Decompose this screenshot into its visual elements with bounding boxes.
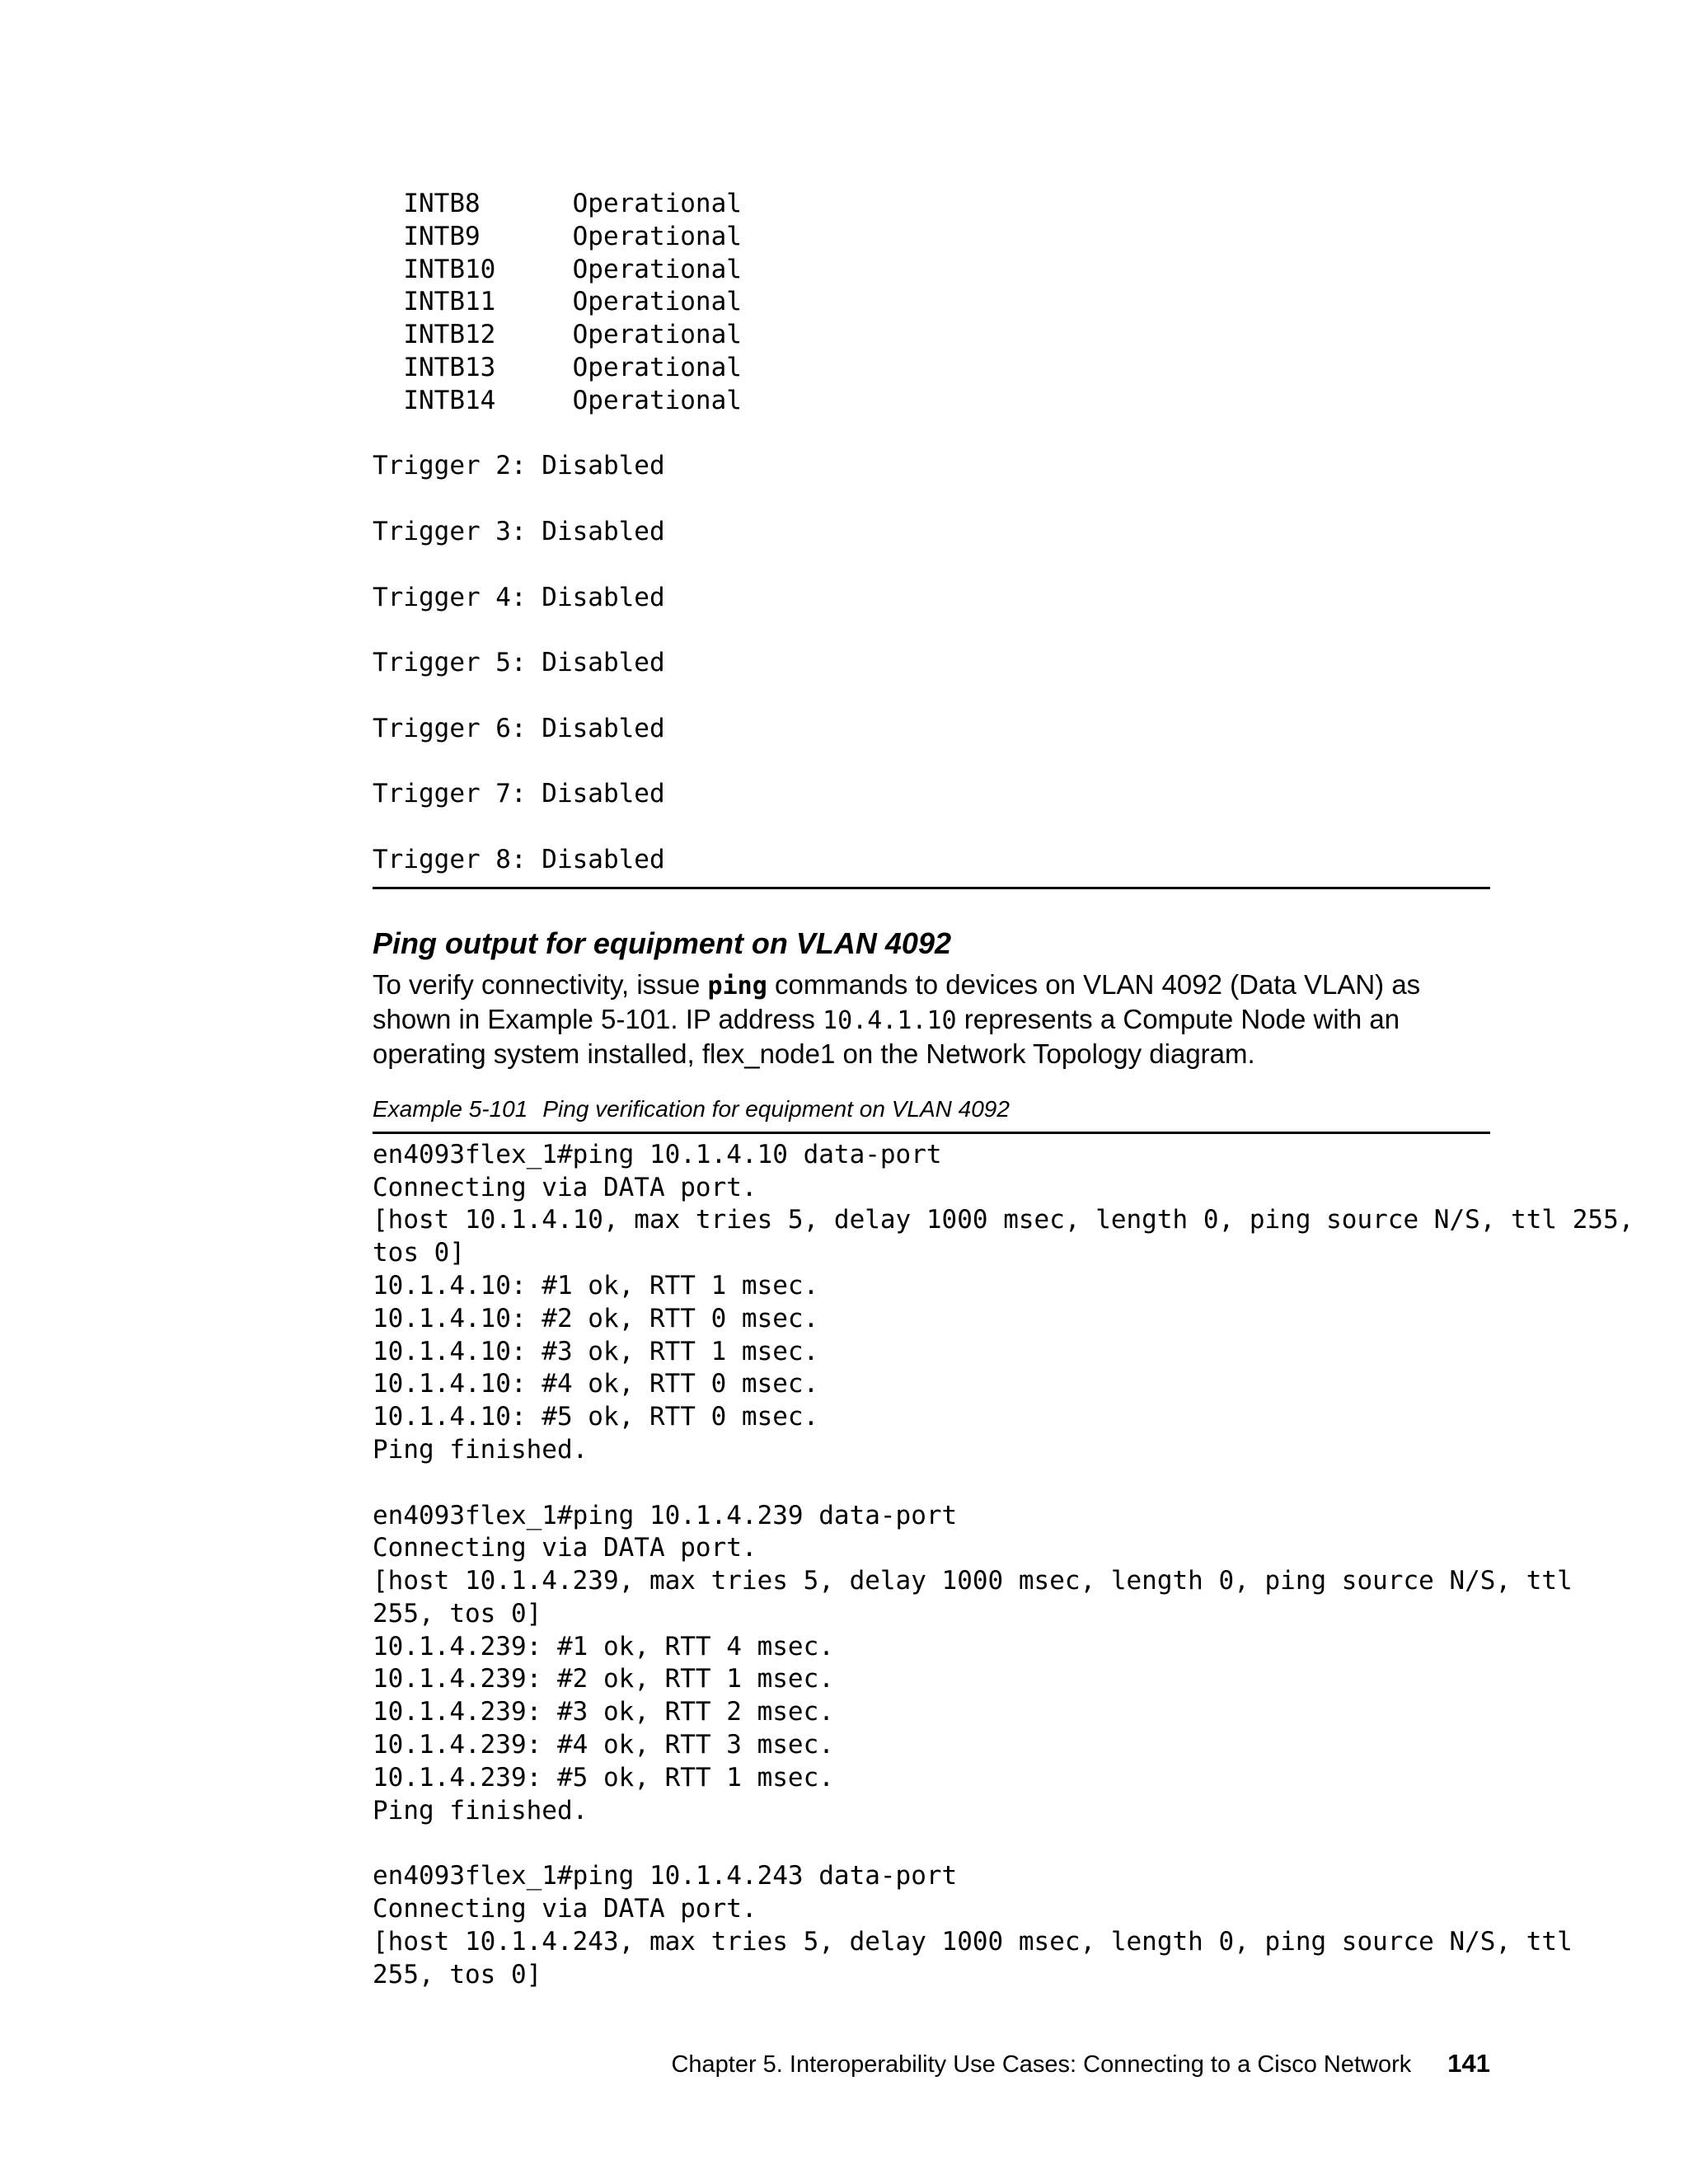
page-footer [671, 2049, 1490, 2079]
footer-chapter-title: Chapter 5. Interoperability Use Cases: Connecting to a Cisco Network [671, 2051, 1412, 2078]
example-top-rule [373, 1132, 1490, 1134]
example-title: Ping verification for equipment on VLAN 4092 [542, 1095, 1010, 1122]
paragraph-text-3: represents a Compute Node with an operating system installed, flex_node1 on the Network Topology diagram. [373, 1003, 1400, 1069]
trigger-status-code-block: INTB8 Operational INTB9 Operational INTB10 Operational INTB11 Operational INTB12 Operational INTB13 Operational INTB14 Operational Trigger 2: Disabled Trigger 3: Disabled Trigger 4: Disabled Trigger 5: Disabled Trigger 6: Disabled Trigger 7: Disabled Trigger 8: Disabled [373, 189, 742, 874]
paragraph-text-2: commands to devices on VLAN 4092 (Data VLAN) as shown in Example 5-101. IP address [373, 968, 1421, 1034]
page-content [373, 188, 1634, 1991]
ip-address-inline: 10.4.1.10 [823, 1005, 957, 1035]
example-number: Example 5-101 [373, 1095, 528, 1122]
example-caption [373, 1095, 1490, 1123]
section-paragraph [373, 968, 1490, 1071]
paragraph-text-1: To verify connectivity, issue [373, 968, 708, 1000]
ping-command-inline: ping [707, 971, 767, 1001]
code-block-bottom-rule [373, 887, 1490, 889]
page-number: 141 [1447, 2049, 1490, 2078]
section-heading: Ping output for equipment on VLAN 4092 [373, 926, 951, 960]
ping-output-code-block: en4093flex_1#ping 10.1.4.10 data-port Connecting via DATA port. [host 10.1.4.10, max tries 5, delay 1000 msec, length 0, ping source N/S, ttl 255, tos 0] 10.1.4.10: #1 ok, RTT 1 msec. 10.1.4.10: #2 ok, RTT 0 msec. 10.1.4.10: #3 ok, RTT 1 msec. 10.1.4.10: #4 ok, RTT 0 msec. 10.1.4.10: #5 ok, RTT 0 msec. Ping finished. en4093flex_1#ping 10.1.4.239 data-port Connecting via DATA port. [host 10.1.4.239, max tries 5, delay 1000 msec, length 0, ping source N/S, ttl 255, tos 0] 10.1.4.239: #1 ok, RTT 4 msec. 10.1.4.239: #2 ok, RTT 1 msec. 10.1.4.239: #3 ok, RTT 2 msec. 10.1.4.239: #4 ok, RTT 3 msec. 10.1.4.239: #5 ok, RTT 1 msec. Ping finished. en4093flex_1#ping 10.1.4.243 data-port Connecting via DATA port. [host 10.1.4.243, max tries 5, delay 1000 msec, length 0, ping source N/S, ttl 255, tos 0] [373, 1139, 1634, 1990]
